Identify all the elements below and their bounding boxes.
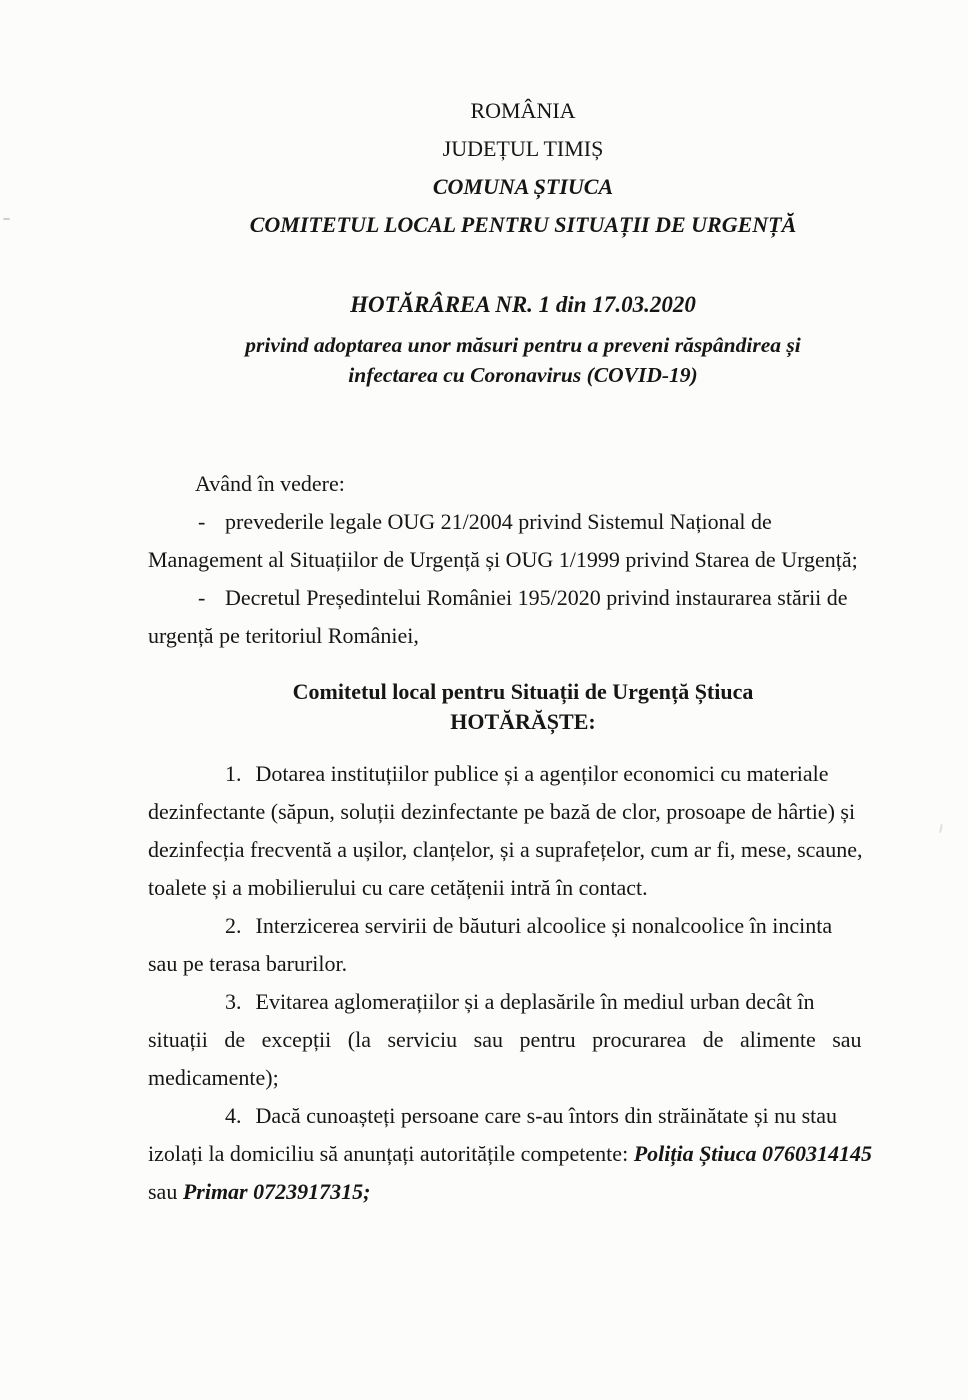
article-2-line-1 [148,907,862,945]
bullet-dash: - [198,585,206,610]
article-2-line-2: sau pe terasa barurilor. [148,951,348,976]
preamble-item-1-text: prevederile legale OUG 21/2004 privind Sistemul Național de [225,509,772,534]
enacting-decides-line: HOTĂRĂȘTE: [450,709,596,734]
article-1-line-3: dezinfecția frecventă a ușilor, clanțelor, și a suprafețelor, cum ar fi, mese, scaune, [148,837,863,862]
preamble-intro: Având în vedere: [195,471,345,496]
preamble [148,465,862,655]
enacting-formula [148,677,862,737]
letterhead-committee: COMITETUL LOCAL PENTRU SITUAȚII DE URGENȚĂ [249,212,797,237]
preamble-item-2-line-1 [148,579,862,617]
article-3-line-2: situații de excepții (la serviciu sau pentru procurarea de alimente sau [148,1027,862,1052]
article-2-number: 2. [225,913,242,938]
enacting-committee-line: Comitetul local pentru Situații de Urgență Știuca [292,679,754,704]
document-letterhead [148,0,862,244]
decision-title-block [148,286,862,390]
police-contact-phone: Poliția Știuca 0760314145 [633,1141,873,1166]
preamble-item-1-line-2: Management al Situațiilor de Urgență și OUG 1/1999 privind Starea de Urgență; [148,547,858,572]
articles [148,755,873,1211]
letterhead-commune: COMUNA ȘTIUCA [432,174,614,199]
letterhead-county: JUDEȚUL TIMIȘ [442,136,604,161]
mayor-contact-phone: Primar 0723917315; [182,1179,371,1204]
preamble-item-2-line-2: urgență pe teritoriul României, [148,623,419,648]
decision-subtitle-line-1: privind adoptarea unor măsuri pentru a preveni răspândirea și [245,333,801,357]
scan-artifact-speck [3,218,10,220]
article-1-line-2: dezinfectante (săpun, soluții dezinfectante pe bază de clor, prosoape de hârtie) și [148,799,856,824]
letterhead-country: ROMÂNIA [470,98,576,123]
article-3-text: Evitarea aglomerațiilor și a deplasărilе în mediul urban decât în [255,989,815,1014]
article-1-number: 1. [225,761,242,786]
preamble-item-2-text: Decretul Președintelui României 195/2020 privind instaurarea stării de [225,585,848,610]
bullet-dash: - [198,509,206,534]
article-4-line-1 [148,1097,862,1135]
article-1-text: Dotarea instituțiilor publice și a agenților economici cu materiale [255,761,829,786]
article-4-line-2 [148,1135,873,1173]
article-4-line-3 [148,1173,862,1211]
article-3-number: 3. [225,989,242,1014]
preamble-item-1-line-1 [148,503,862,541]
document-content [148,0,873,1211]
decision-subtitle-line-2: infectarea cu Coronavirus (COVID-19) [348,363,698,387]
article-2-text: Interzicerea servirii de băuturi alcoolice și nonalcoolice în incinta [255,913,833,938]
article-4-text: Dacă cunoașteți persoane care s-au întors din străinătate și nu stau [255,1103,838,1128]
article-4-line-3-plain: sau [148,1179,183,1204]
article-1-line-4: toalete și a mobilierului cu care cetățenii intră în contact. [148,875,648,900]
scan-artifact-speck [939,824,943,833]
article-1-line-1 [148,755,862,793]
decision-title: HOTĂRÂREA NR. 1 din 17.03.2020 [350,292,696,317]
article-3-line-1 [148,983,862,1021]
article-3-line-3: medicamente); [148,1065,279,1090]
article-4-number: 4. [225,1103,242,1128]
article-4-line-2-plain: izolați la domiciliu să anunțați autoritățile competente: [148,1141,634,1166]
decision-subtitle [148,330,862,390]
